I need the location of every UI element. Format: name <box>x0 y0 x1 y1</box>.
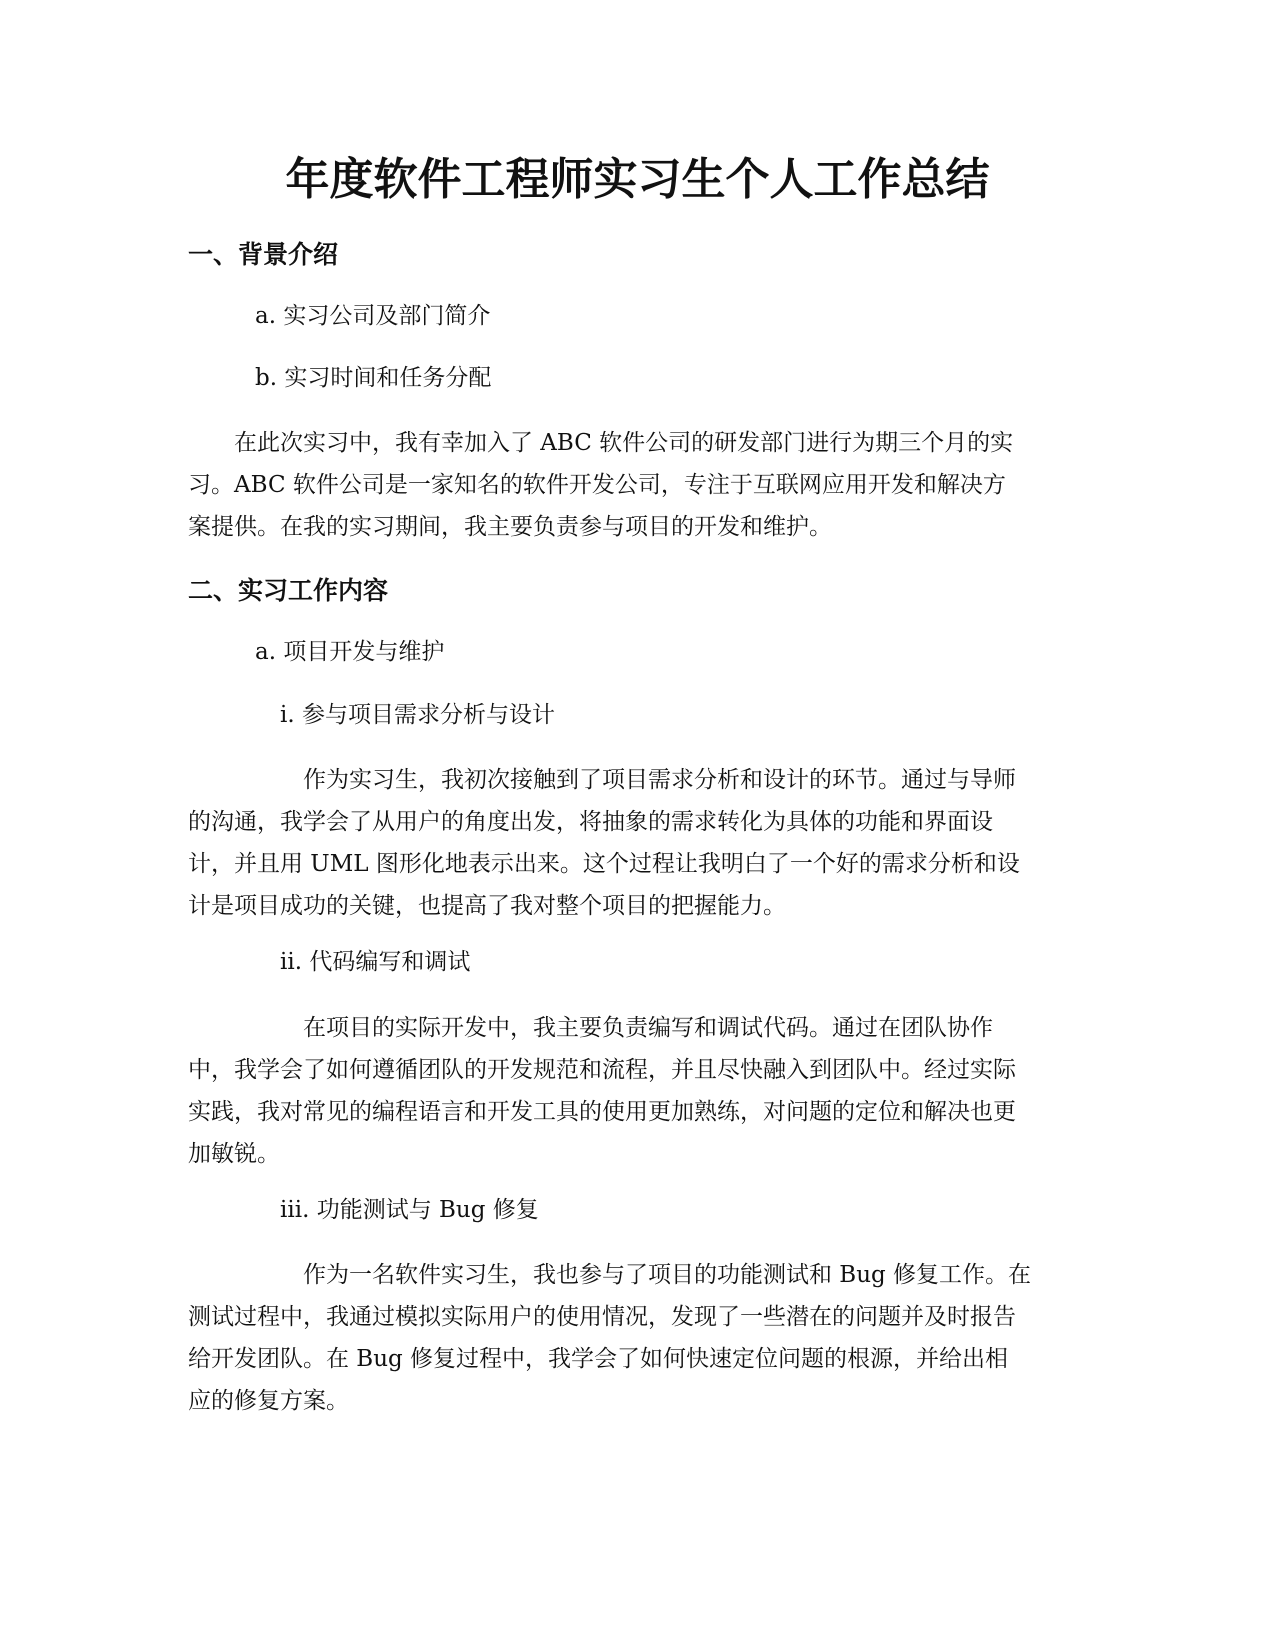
subsection-label-coding: ii. 代码编写和调试 <box>280 949 471 975</box>
paragraph-line: 应的修复方案。 <box>188 1388 349 1414</box>
paragraph-line: 案提供。在我的实习期间，我主要负责参与项目的开发和维护。 <box>188 514 832 540</box>
document-title: 年度软件工程师实习生个人工作总结 <box>285 154 990 205</box>
paragraph-line: 在项目的实际开发中，我主要负责编写和调试代码。通过在团队协作 <box>303 1015 993 1041</box>
paragraph-line: 给开发团队。在 Bug 修复过程中，我学会了如何快速定位问题的根源，并给出相 <box>188 1346 1009 1372</box>
paragraph-line: 加敏锐。 <box>188 1141 280 1167</box>
paragraph-line: 的沟通，我学会了从用户的角度出发，将抽象的需求转化为具体的功能和界面设 <box>188 809 993 835</box>
paragraph-line: 计是项目成功的关键，也提高了我对整个项目的把握能力。 <box>188 893 786 919</box>
paragraph-background <box>188 422 1088 548</box>
paragraph-line: 计，并且用 UML 图形化地表示出来。这个过程让我明白了一个好的需求分析和设 <box>188 851 1020 877</box>
outline-item-schedule: b. 实习时间和任务分配 <box>255 365 492 391</box>
paragraph-line: 作为一名软件实习生，我也参与了项目的功能测试和 Bug 修复工作。在 <box>303 1262 1032 1288</box>
paragraph-line: 在此次实习中，我有幸加入了 ABC 软件公司的研发部门进行为期三个月的实 <box>234 430 1014 456</box>
paragraph-line: 中，我学会了如何遵循团队的开发规范和流程，并且尽快融入到团队中。经过实际 <box>188 1057 1016 1083</box>
outline-item-company-intro: a. 实习公司及部门简介 <box>255 303 491 329</box>
paragraph-line: 习。ABC 软件公司是一家知名的软件开发公司，专注于互联网应用开发和解决方 <box>188 472 1006 498</box>
paragraph-line: 作为实习生，我初次接触到了项目需求分析和设计的环节。通过与导师 <box>303 767 1016 793</box>
paragraph-requirements <box>188 759 1088 927</box>
outline-item-project-dev: a. 项目开发与维护 <box>255 639 445 665</box>
section-heading-work-content: 二、实习工作内容 <box>188 576 389 605</box>
paragraph-line: 实践，我对常见的编程语言和开发工具的使用更加熟练，对问题的定位和解决也更 <box>188 1099 1016 1125</box>
paragraph-coding <box>188 1007 1088 1175</box>
subsection-label-testing: iii. 功能测试与 Bug 修复 <box>280 1197 539 1223</box>
subsection-label-requirements: i. 参与项目需求分析与设计 <box>280 702 555 728</box>
paragraph-testing <box>188 1254 1088 1422</box>
section-heading-background: 一、背景介绍 <box>188 240 339 269</box>
paragraph-line: 测试过程中，我通过模拟实际用户的使用情况，发现了一些潜在的问题并及时报告 <box>188 1304 1016 1330</box>
